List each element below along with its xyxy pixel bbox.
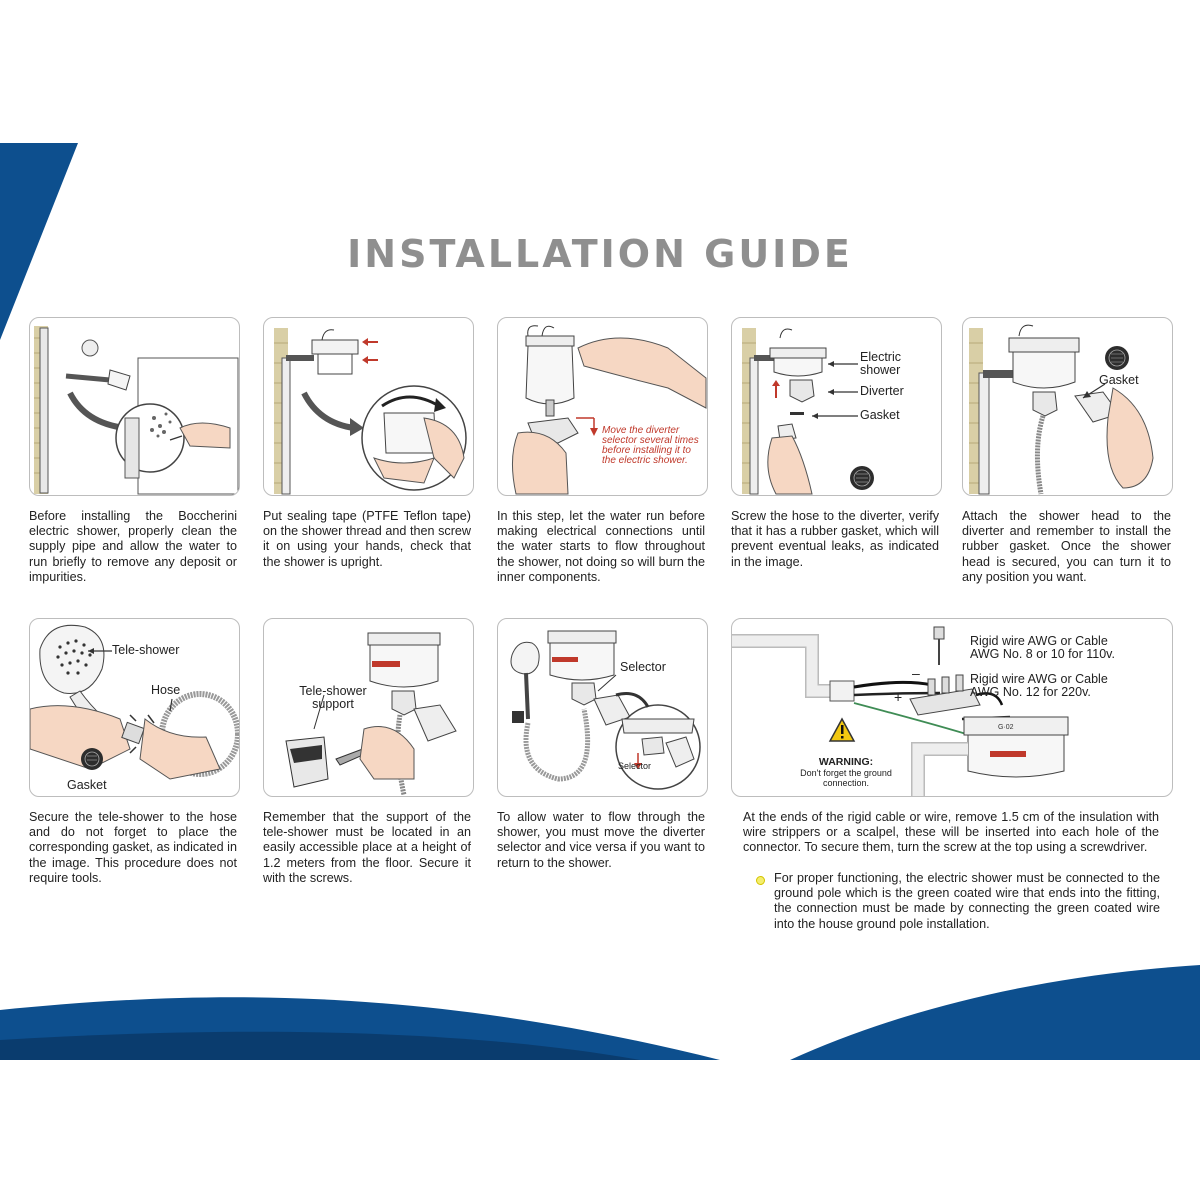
step-4-illustration — [731, 317, 942, 496]
screw-icon — [934, 627, 944, 639]
step-5-illustration — [962, 317, 1173, 496]
step-2-illustration — [263, 317, 474, 496]
shower-head-icon — [414, 705, 456, 741]
electric-shower-icon — [1009, 338, 1079, 352]
step-4-description: Screw the hose to the diverter, verify that it has a rubber gasket, which will prevent eventual leaks, as indicated in the image. — [731, 509, 939, 569]
step-7-illustration — [263, 618, 474, 797]
selector-small-label: Selector — [618, 761, 652, 771]
step-3-note: Move the diverter selector several times before installing it to the electric shower. — [602, 425, 699, 466]
step-9-description: At the ends of the rigid cable or wire, remove 1.5 cm of the insulation with wire strippers or a scalpel, these will be inserted into each hole of the connector. To secure them, turn the screw at the top using a screwdriver. — [743, 810, 1159, 855]
diverter-icon — [572, 683, 596, 705]
step-7-description: Remember that the support of the tele-shower must be located in an easily accessible place at a height of 1.2 meters from the floor. Secure it with the screws. — [263, 810, 471, 885]
tele-shower-icon — [511, 642, 539, 674]
red-arrow-icon — [590, 428, 598, 436]
hose-icon — [526, 709, 588, 779]
diverter-icon — [790, 380, 814, 402]
shower-unit-icon — [526, 336, 574, 346]
step-1-illustration — [29, 317, 240, 496]
support-label: Tele-shower support — [299, 684, 367, 711]
electric-shower-icon — [770, 348, 826, 358]
pipe-icon — [40, 328, 48, 493]
diverter-label: Diverter — [860, 384, 904, 398]
hose-label: Hose — [151, 683, 181, 697]
page-title: INSTALLATION GUIDE — [347, 232, 853, 276]
diverter-icon — [1033, 392, 1057, 416]
curved-arrow-icon — [70, 393, 125, 428]
shower-head-icon — [108, 370, 130, 390]
electric-shower-icon — [548, 631, 616, 643]
tele-shower-icon — [40, 625, 104, 693]
black-wire-icon — [854, 682, 932, 687]
warning-title: WARNING: — [818, 756, 874, 768]
step-1-description: Before installing the Boccherini electric shower, properly clean the supply pipe and allow the water to run briefly to remove any deposit or impurities. — [29, 509, 237, 584]
gasket-label: Gasket — [1099, 373, 1139, 387]
hand-icon — [140, 719, 220, 779]
hand-icon — [578, 338, 706, 408]
shower-unit-icon — [312, 340, 358, 354]
step-8-illustration — [497, 618, 708, 797]
gasket-icon — [790, 412, 804, 415]
wire-220-label: Rigid wire AWG or Cable AWG No. 12 for 220v. — [970, 672, 1108, 699]
step-2-description: Put sealing tape (PTFE Teflon tape) on the shower thread and then screw it on using your hands, check that the shower is upright. — [263, 509, 471, 569]
svg-text:G·02: G·02 — [998, 724, 1014, 731]
electric-shower-icon — [964, 717, 1068, 735]
step-6-illustration — [29, 618, 240, 797]
hand-icon — [30, 706, 130, 769]
hand-icon — [768, 436, 812, 494]
selector-label: Selector — [620, 660, 666, 674]
gasket-label: Gasket — [860, 408, 900, 422]
gasket-detail-icon — [81, 748, 103, 770]
step-8-description: To allow water to flow through the shower, you must move the diverter selector and vice versa if you want to return to the shower. — [497, 810, 705, 870]
wire-110-label: Rigid wire AWG or Cable AWG No. 8 or 10 for 110v. — [970, 634, 1115, 661]
step-5-description: Attach the shower head to the diverter and remember to install the rubber gasket. Once the shower head is secured, you can turn it to any position you want. — [962, 509, 1171, 584]
support-icon — [286, 737, 328, 787]
curved-arrow-icon — [304, 393, 354, 428]
step-9-illustration — [731, 618, 1173, 797]
hose-icon — [1037, 416, 1043, 494]
step-6-description: Secure the tele-shower to the hose and do not forget to place the corresponding gasket, as indicated in the image. This procedure does not require tools. — [29, 810, 237, 885]
hand-icon — [360, 727, 414, 780]
supply-pipe-icon — [66, 376, 110, 380]
red-arrow-icon — [772, 380, 780, 386]
step-3-illustration — [497, 317, 708, 496]
hand-icon — [1107, 388, 1153, 488]
ground-note: For proper functioning, the electric shower must be connected to the ground pole which is the green coated wire that ends into the fitting, the connection must be made by connecting the green coated wire into the house ground pole installation. — [774, 871, 1160, 931]
step-3-description: In this step, let the water run before making electrical connections until the water starts to flow throughout the shower, not doing so will burn the inner components. — [497, 509, 705, 584]
warning-text: Don't forget the ground connection. — [800, 768, 892, 788]
diverter-icon — [392, 691, 416, 715]
tele-shower-label: Tele-shower — [112, 643, 180, 657]
gasket-label: Gasket — [67, 778, 107, 792]
electric-shower-label: Electric shower — [860, 350, 901, 377]
note-bullet-icon — [756, 876, 765, 885]
pipe-cap-icon — [82, 340, 98, 356]
plus-label: + — [894, 689, 903, 705]
electric-shower-icon — [368, 633, 440, 645]
minus-label: – — [912, 665, 920, 681]
bottom-right-wave — [790, 965, 1200, 1060]
water-pipe-icon — [918, 749, 968, 796]
